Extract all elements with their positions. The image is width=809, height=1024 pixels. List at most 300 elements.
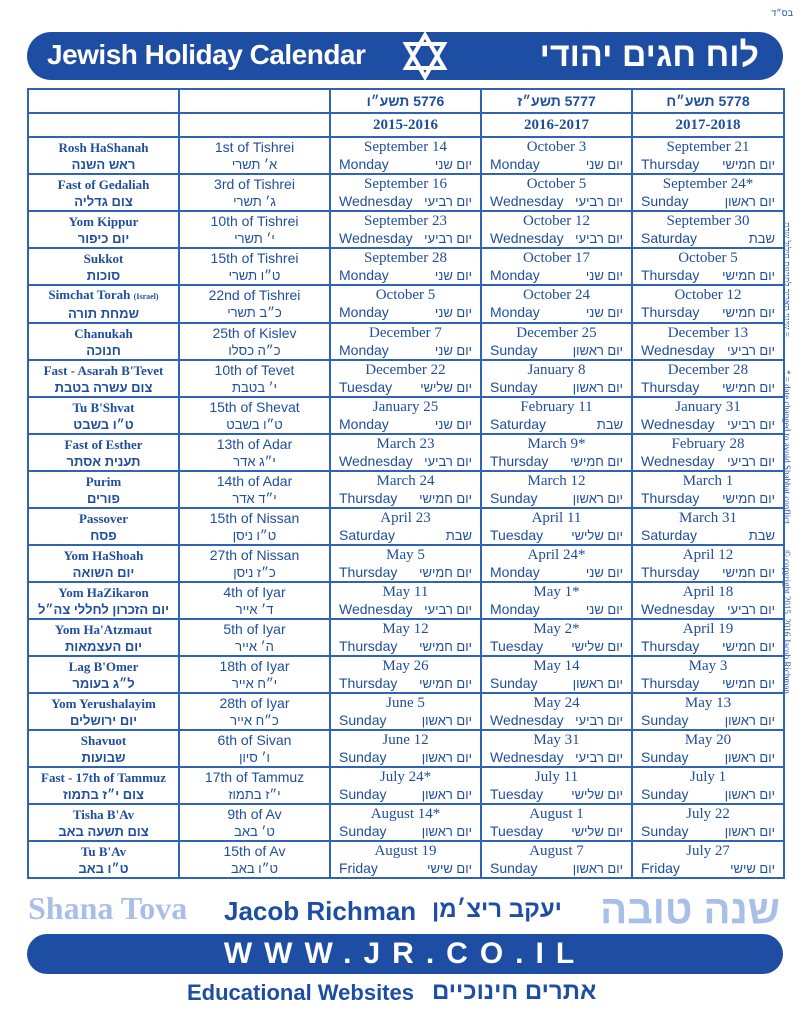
weekday-en: Monday (490, 563, 540, 580)
holiday-name-cell (28, 545, 179, 582)
gregorian-date: October 3 (526, 138, 587, 155)
hebrew-date-cell (179, 211, 330, 248)
weekday-he: יום שני (585, 601, 623, 617)
hebrew-date-cell (179, 508, 330, 545)
weekday-en: Thursday (641, 266, 700, 283)
gregorian-date: April 19 (682, 620, 734, 637)
weekday-he: יום חמישי (722, 638, 775, 654)
hebrew-date-cell (179, 397, 330, 434)
gregorian-date: February 11 (520, 398, 593, 415)
weekday-en: Wednesday (339, 192, 413, 209)
weekday-en: Saturday (490, 415, 547, 432)
hebrew-date-en: 15th of Nissan (209, 509, 300, 526)
weekday-en: Wednesday (339, 600, 413, 617)
weekday-en: Wednesday (641, 600, 715, 617)
gregorian-date: March 1 (682, 472, 734, 489)
hebrew-date-en: 15th of Av (223, 842, 286, 859)
gregorian-date-cell (632, 248, 784, 285)
gregorian-date: April 24* (527, 546, 586, 563)
holiday-name-en: Tisha B'Av (72, 806, 135, 822)
gregorian-date-cell (632, 508, 784, 545)
gregorian-date-cell (481, 582, 632, 619)
holiday-row (28, 248, 784, 285)
hebrew-date-en: 22nd of Tishrei (208, 287, 301, 303)
holiday-row (28, 137, 784, 174)
weekday-en: Monday (339, 341, 389, 358)
gregorian-date: June 12 (382, 731, 429, 748)
gregorian-date-cell (330, 693, 481, 730)
weekday-en: Thursday (339, 563, 398, 580)
hebrew-date-cell (179, 174, 330, 211)
gregorian-date: May 24 (533, 694, 580, 711)
weekday-en: Wednesday (641, 341, 715, 358)
gregorian-date-cell (481, 841, 632, 878)
gregorian-date-cell (330, 323, 481, 360)
weekday-en: Sunday (641, 711, 689, 728)
holiday-name-en: Shavuot (80, 732, 127, 748)
gregorian-date-cell (632, 582, 784, 619)
hebrew-date-cell (179, 323, 330, 360)
hebrew-date-cell (179, 619, 330, 656)
empty-header-cell (179, 89, 330, 113)
gregorian-date: July 1 (689, 768, 727, 785)
weekday-en: Sunday (490, 489, 538, 506)
gregorian-date: April 11 (531, 509, 582, 526)
gregorian-date-cell (330, 730, 481, 767)
weekday-he: יום ראשון (421, 786, 472, 802)
holiday-name-cell (28, 804, 179, 841)
hebrew-date-cell (179, 285, 330, 323)
holiday-name-cell (28, 619, 179, 656)
gregorian-date-cell (330, 767, 481, 804)
weekday-he: יום חמישי (722, 490, 775, 506)
gregorian-date-cell (632, 434, 784, 471)
gregorian-date: September 16 (364, 175, 447, 192)
gregorian-date-cell (481, 285, 632, 323)
weekday-he: יום ראשון (572, 379, 623, 395)
hebrew-date-he: י״ח אייר (231, 675, 278, 691)
hebrew-date-he: י״ז בתמוז (228, 786, 281, 802)
hebrew-date-he: י׳ בטבת (231, 379, 277, 395)
holiday-row (28, 508, 784, 545)
holiday-name-en: Tu B'Av (80, 843, 127, 859)
hebrew-date-en: 5th of Iyar (223, 620, 286, 637)
hebrew-date-he: ט״ו ניסן (232, 527, 277, 543)
holiday-name-he: ראש השנה (71, 156, 136, 172)
weekday-he: יום רביעי (727, 453, 775, 469)
gregorian-date-cell (632, 619, 784, 656)
gregorian-date-cell (481, 730, 632, 767)
weekday-he: יום רביעי (575, 230, 623, 246)
weekday-en: Thursday (641, 674, 700, 691)
holiday-name-en: Fast of Esther (64, 436, 143, 452)
holiday-row (28, 211, 784, 248)
gregorian-date-cell (632, 471, 784, 508)
gregorian-date-cell (330, 174, 481, 211)
gregorian-date: August 14* (370, 805, 441, 822)
weekday-he: יום שלישי (571, 786, 623, 802)
bsd-mark: בס״ד (771, 8, 793, 18)
gregorian-date: August 7 (529, 842, 584, 859)
holiday-name-he: סוכות (86, 267, 121, 283)
star-of-david-icon (401, 32, 449, 85)
gregorian-date: January 25 (372, 398, 439, 415)
gregorian-date: September 21 (666, 138, 750, 155)
hebrew-date-en: 6th of Sivan (217, 731, 292, 748)
gregorian-date: May 31 (533, 731, 580, 748)
gregorian-date: May 20 (684, 731, 732, 748)
holiday-name-en: Fast - 17th of Tammuz (41, 769, 166, 785)
weekday-en: Wednesday (641, 415, 715, 432)
weekday-he: יום ראשון (421, 823, 472, 839)
weekday-en: Saturday (641, 526, 698, 543)
gregorian-date-cell (632, 211, 784, 248)
weekday-en: Sunday (641, 748, 689, 765)
greeting-line (28, 888, 780, 934)
weekday-en: Thursday (490, 452, 549, 469)
weekday-en: Thursday (641, 489, 700, 506)
weekday-he: יום שני (434, 156, 472, 172)
holiday-name-cell (28, 285, 179, 323)
gregorian-date-cell (330, 619, 481, 656)
weekday-en: Monday (490, 155, 540, 172)
weekday-he: יום רביעי (727, 416, 775, 432)
gregorian-date: December 22 (365, 361, 446, 378)
hebrew-date-en: 10th of Tevet (214, 361, 295, 378)
weekday-en: Tuesday (490, 822, 544, 839)
gregorian-date: March 31 (679, 509, 737, 526)
weekday-he: יום חמישי (419, 490, 472, 506)
weekday-he: יום שישי (427, 860, 472, 876)
year-hebrew: 5778 תשע״ח (632, 89, 784, 113)
gregorian-date-cell (330, 434, 481, 471)
weekday-en: Monday (490, 266, 540, 283)
gregorian-date-cell (632, 767, 784, 804)
weekday-en: Tuesday (490, 526, 544, 543)
holiday-name-he: שמחת תורה (67, 306, 140, 321)
weekday-he: יום ראשון (724, 823, 775, 839)
gregorian-date-cell (481, 767, 632, 804)
holiday-row (28, 804, 784, 841)
shana-tova-he: שנה טובה (600, 888, 780, 932)
hebrew-date-en: 14th of Adar (216, 472, 293, 489)
weekday-en: Sunday (490, 674, 538, 691)
weekday-he: יום ראשון (572, 490, 623, 506)
holiday-name-en: Sukkot (83, 250, 124, 266)
gregorian-date: June 5 (386, 694, 425, 711)
weekday-en: Thursday (339, 489, 398, 506)
weekday-he: יום שלישי (420, 379, 472, 395)
weekday-he: יום ראשון (572, 860, 623, 876)
gregorian-date: May 2* (533, 620, 580, 637)
weekday-he: יום ראשון (421, 749, 472, 765)
holiday-row (28, 360, 784, 397)
weekday-he: יום רביעי (575, 193, 623, 209)
gregorian-date: December 13 (667, 324, 749, 341)
gregorian-date: May 12 (382, 620, 429, 637)
holiday-name-he: יום ירושלים (69, 712, 138, 728)
gregorian-date: October 5 (678, 249, 738, 266)
copyright-note: © copyright 2015, 2016 Jacob Richman (782, 550, 792, 694)
weekday-en: Wednesday (641, 452, 715, 469)
holiday-name-en: Chanukah (74, 325, 133, 341)
holiday-name-he: פסח (90, 527, 117, 543)
hebrew-date-cell (179, 137, 330, 174)
year-range-row (28, 113, 784, 137)
empty-header-cell (28, 89, 179, 113)
holiday-name-he: פורים (87, 490, 120, 506)
holiday-name-cell (28, 693, 179, 730)
gregorian-date-cell (330, 248, 481, 285)
gregorian-date-cell (330, 137, 481, 174)
year-hebrew: 5776 תשע״ו (330, 89, 481, 113)
weekday-en: Sunday (339, 748, 387, 765)
gregorian-date-cell (330, 397, 481, 434)
hebrew-date-he: י״ג אדר (233, 453, 276, 469)
hebrew-date-en: 9th of Av (227, 805, 282, 822)
holiday-name-en: Lag B'Omer (68, 658, 139, 674)
holiday-row (28, 545, 784, 582)
hebrew-date-he: ד׳ אייר (235, 601, 274, 617)
date-change-note-en: * = date changed to avoid Shabbat conflict (782, 370, 792, 524)
weekday-he: יום חמישי (570, 453, 623, 469)
weekday-en: Saturday (339, 526, 396, 543)
weekday-en: Monday (490, 304, 540, 320)
hebrew-date-he: כ״ח אייר (230, 712, 279, 728)
year-range: 2017-2018 (632, 113, 784, 137)
weekday-en: Sunday (641, 785, 689, 802)
weekday-en: Sunday (339, 822, 387, 839)
gregorian-date-cell (632, 693, 784, 730)
gregorian-date-cell (481, 211, 632, 248)
weekday-he: יום ראשון (572, 675, 623, 691)
weekday-he: יום רביעי (575, 749, 623, 765)
gregorian-date-cell (330, 285, 481, 323)
hebrew-date-cell (179, 804, 330, 841)
hebrew-date-he: א׳ תשרי (231, 156, 278, 172)
weekday-en: Monday (339, 415, 389, 432)
hebrew-date-he: כ״ז ניסן (233, 564, 276, 580)
tagline-he: אתרים חינוכיים (432, 978, 597, 1005)
gregorian-date: September 14 (364, 138, 447, 155)
gregorian-date-cell (632, 841, 784, 878)
holiday-name-he: ט״ו בשבט (73, 416, 134, 432)
gregorian-date: July 11 (534, 768, 579, 785)
weekday-en: Wednesday (339, 452, 413, 469)
gregorian-date: October 12 (522, 212, 591, 229)
holiday-name-he: יום השואה (72, 564, 135, 580)
holiday-name-he: יום הזכרון לחללי צה״ל (37, 601, 170, 617)
weekday-he: יום רביעי (727, 342, 775, 358)
weekday-en: Monday (339, 266, 389, 283)
weekday-en: Monday (490, 600, 540, 617)
holiday-name-en: Fast of Gedaliah (57, 176, 150, 192)
gregorian-date-cell (330, 582, 481, 619)
hebrew-date-en: 27th of Nissan (209, 546, 300, 563)
holiday-name-note: (Israel) (133, 292, 159, 301)
gregorian-date: March 24 (376, 472, 435, 489)
gregorian-date: January 31 (675, 398, 741, 415)
weekday-he: יום שני (434, 305, 472, 320)
gregorian-date: July 22 (686, 805, 730, 822)
weekday-he: יום שלישי (571, 527, 623, 543)
gregorian-date-cell (481, 693, 632, 730)
hebrew-date-he: ג׳ תשרי (233, 193, 276, 209)
hebrew-date-cell (179, 730, 330, 767)
holiday-name-he: צום עשרה בטבת (54, 379, 153, 395)
gregorian-date: October 17 (522, 249, 591, 266)
hebrew-date-cell (179, 360, 330, 397)
gregorian-date-cell (481, 508, 632, 545)
empty-header-cell (179, 113, 330, 137)
weekday-en: Friday (641, 859, 680, 876)
holiday-name-en: Tu B'Shvat (72, 399, 135, 415)
holiday-name-he: יום כיפור (77, 230, 130, 246)
holiday-name-en: Yom Ha'Atzmaut (54, 621, 153, 637)
holiday-row (28, 174, 784, 211)
gregorian-date: May 13 (684, 694, 732, 711)
gregorian-date: May 1* (533, 583, 580, 600)
holiday-name-cell (28, 323, 179, 360)
gregorian-date: May 11 (382, 583, 429, 600)
holiday-row (28, 285, 784, 323)
gregorian-date-cell (481, 360, 632, 397)
hebrew-date-cell (179, 767, 330, 804)
holiday-name-cell (28, 471, 179, 508)
year-range: 2015-2016 (330, 113, 481, 137)
holiday-row (28, 619, 784, 656)
gregorian-date-cell (632, 397, 784, 434)
gregorian-date: October 5 (375, 287, 436, 303)
weekday-en: Thursday (641, 155, 700, 172)
hebrew-date-he: ה׳ אייר (235, 638, 274, 654)
weekday-he: יום שני (585, 267, 623, 283)
date-change-note-he: שינוי תאריך למניעת חילול שבת = (782, 222, 792, 337)
gregorian-date: December 7 (369, 324, 442, 341)
holiday-name-cell (28, 174, 179, 211)
gregorian-date-cell (632, 804, 784, 841)
gregorian-date-cell (330, 841, 481, 878)
gregorian-date-cell (481, 323, 632, 360)
year-range: 2016-2017 (481, 113, 632, 137)
gregorian-date-cell (632, 656, 784, 693)
holiday-name-cell (28, 397, 179, 434)
weekday-he: יום רביעי (424, 601, 472, 617)
weekday-en: Tuesday (490, 637, 544, 654)
gregorian-date: July 24* (379, 768, 432, 785)
gregorian-date: April 23 (380, 509, 431, 526)
gregorian-date: March 12 (527, 472, 586, 489)
hebrew-date-cell (179, 693, 330, 730)
hebrew-date-he: ט׳ באב (234, 823, 275, 839)
gregorian-date-cell (632, 174, 784, 211)
gregorian-date-cell (330, 360, 481, 397)
weekday-en: Friday (339, 859, 378, 876)
gregorian-date-cell (481, 619, 632, 656)
holiday-name-he: שבועות (81, 749, 126, 765)
weekday-he: יום חמישי (722, 305, 775, 320)
website-link[interactable]: WWW.JR.CO.IL (27, 934, 783, 974)
hebrew-date-cell (179, 841, 330, 878)
weekday-he: יום ראשון (724, 193, 775, 209)
author-name-he: יעקב ריצ׳מן (432, 896, 562, 923)
gregorian-date-cell (481, 804, 632, 841)
holiday-table (27, 88, 785, 879)
gregorian-date: October 12 (674, 287, 742, 303)
weekday-he: יום חמישי (722, 675, 775, 691)
holiday-name-he: ל״ג בעומר (72, 675, 135, 691)
holiday-row (28, 767, 784, 804)
hebrew-date-en: 13th of Adar (216, 435, 293, 452)
holiday-name-cell (28, 767, 179, 804)
holiday-name-cell (28, 508, 179, 545)
holiday-name-he: צום י״ז בתמוז (63, 786, 144, 802)
hebrew-date-en: 15th of Shevat (209, 398, 300, 415)
year-hebrew-row (28, 89, 784, 113)
holiday-name-en: Passover (78, 510, 129, 526)
weekday-he: יום רביעי (424, 230, 472, 246)
weekday-he: יום שלישי (571, 638, 623, 654)
holiday-row (28, 730, 784, 767)
gregorian-date: February 28 (671, 435, 745, 452)
gregorian-date: August 1 (529, 805, 584, 822)
gregorian-date: September 24* (662, 175, 754, 192)
holiday-name-cell (28, 656, 179, 693)
weekday-he: יום ראשון (724, 786, 775, 802)
gregorian-date-cell (481, 248, 632, 285)
hebrew-date-he: ט״ו באב (230, 860, 279, 876)
weekday-en: Sunday (641, 822, 689, 839)
holiday-name-en: Simchat Torah (48, 287, 131, 302)
weekday-he: יום רביעי (424, 193, 472, 209)
holiday-name-he: חנוכה (86, 342, 121, 358)
weekday-en: Tuesday (339, 378, 393, 395)
weekday-en: Sunday (339, 785, 387, 802)
weekday-he: יום ראשון (724, 749, 775, 765)
gregorian-date-cell (330, 211, 481, 248)
hebrew-date-he: י׳ תשרי (234, 230, 275, 246)
gregorian-date-cell (481, 656, 632, 693)
weekday-he: יום חמישי (722, 267, 775, 283)
gregorian-date: August 19 (374, 842, 437, 859)
weekday-he: יום חמישי (722, 564, 775, 580)
hebrew-date-he: כ״ב תשרי (227, 305, 282, 320)
weekday-he: יום רביעי (575, 712, 623, 728)
holiday-name-he: יום העצמאות (64, 638, 143, 654)
holiday-name-he: תענית אסתר (66, 453, 141, 469)
weekday-he: יום שני (585, 564, 623, 580)
gregorian-date-cell (330, 545, 481, 582)
gregorian-date-cell (481, 174, 632, 211)
hebrew-date-he: כ״ה כסלו (228, 342, 281, 358)
holiday-row (28, 841, 784, 878)
hebrew-date-en: 18th of Iyar (219, 657, 290, 674)
gregorian-date-cell (481, 545, 632, 582)
weekday-en: Thursday (641, 378, 700, 395)
hebrew-date-cell (179, 471, 330, 508)
hebrew-date-en: 10th of Tishrei (210, 212, 299, 229)
weekday-he: יום רביעי (727, 601, 775, 617)
gregorian-date-cell (632, 360, 784, 397)
weekday-he: יום שישי (730, 860, 775, 876)
holiday-name-en: Yom Yerushalayim (51, 695, 156, 711)
holiday-name-he: ט״ו באב (78, 860, 129, 876)
shana-tova-en: Shana Tova (28, 890, 188, 926)
hebrew-date-en: 1st of Tishrei (214, 138, 295, 155)
hebrew-date-he: ט״ו תשרי (228, 267, 281, 283)
empty-header-cell (28, 113, 179, 137)
hebrew-date-cell (179, 248, 330, 285)
